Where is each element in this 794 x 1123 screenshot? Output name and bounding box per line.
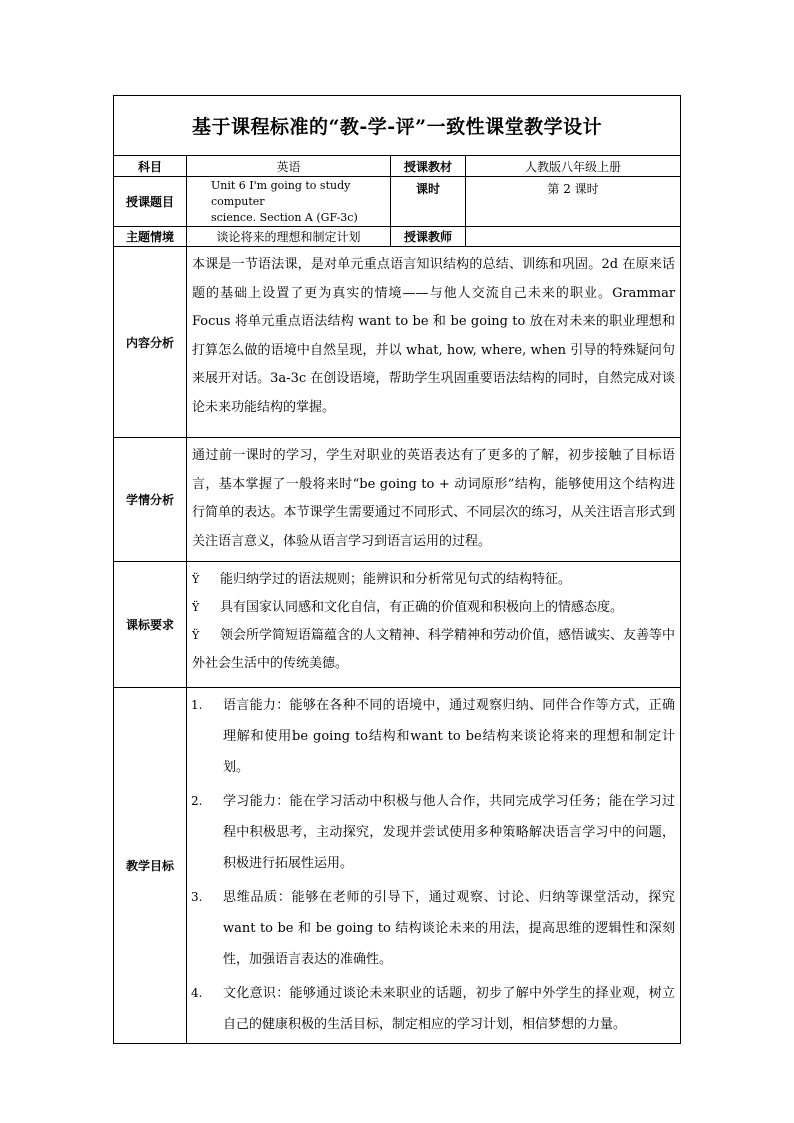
- material-label: 授课教材: [391, 156, 466, 177]
- period-label: 课时: [391, 177, 466, 227]
- objective-item: 4. 文化意识：能够通过谈论未来职业的话题，初步了解中外学生的择业观，树立自己的健康积极的生活目标，制定相应的学习计划，相信梦想的力量。: [191, 986, 676, 1032]
- material-value: 人教版八年级上册: [466, 156, 681, 177]
- objective-item: 3. 思维品质：能够在老师的引导下，通过观察、讨论、归纳等课堂活动，探究 want to be 和 be going to 结构谈论未来的用法，提高思维的逻辑性和深刻性，加强语言表达的准确性。: [191, 890, 676, 967]
- topic-line-2: science. Section A (GF-3c): [211, 211, 358, 224]
- period-value: 第 2 课时: [466, 177, 681, 227]
- bullet-icon: Ÿ: [192, 601, 200, 614]
- topic-line-1: Unit 6 I'm going to study computer: [211, 179, 351, 208]
- curriculum-requirements-list: [187, 562, 681, 688]
- objective-item: 1. 语言能力：能够在各种不同的语境中，通过观察归纳、同伴合作等方式，正确理解和使用be going to结构和want to be结构来谈论将来的理想和制定计划。: [191, 698, 676, 775]
- subject-value: 英语: [187, 156, 391, 177]
- objective-item: 2. 学习能力：能在学习活动中积极与他人合作，共同完成学习任务；能在学习过程中积极思考，主动探究，发现并尝试使用多种策略解决语言学习中的问题，积极进行拓展性运用。: [191, 794, 676, 871]
- teaching-objectives-list: [187, 688, 681, 1044]
- context-value: 谈论将来的理想和制定计划: [187, 227, 391, 247]
- lesson-plan-table: [113, 95, 681, 1044]
- content-analysis-text: 本课是一节语法课，是对单元重点语言知识结构的总结、训练和巩固。2d 在原来话题的基础上设置了更为真实的情境——与他人交流自己未来的职业。Grammar Focus 将单元重点语法结构 want to be 和 be going to 放在对未来的职业理想和打算怎么做的语境中自然呈现，并以 what, how, where, when 引导的特殊疑问句来展开对话。3a-3c 在创设语境，帮助学生巩固重要语法结构的同时，自然完成对谈论未来功能结构的掌握。: [187, 247, 681, 438]
- topic-label: 授课题目: [114, 177, 187, 227]
- learner-analysis-text: 通过前一课时的学习，学生对职业的英语表达有了更多的了解，初步接触了目标语言，基本掌握了一般将来时“be going to + 动词原形”结构，能够使用这个结构进行简单的表达。本节课学生需要通过不同形式、不同层次的练习，从关注语言形式到关注语言意义，体验从语言学习到语言运用的过程。: [187, 438, 681, 562]
- bullet-icon: Ÿ: [192, 629, 200, 642]
- requirement-item: Ÿ 能归纳学过的语法规则；能辨识和分析常见句式的结构特征。: [192, 566, 675, 594]
- context-label: 主题情境: [114, 227, 187, 247]
- content-analysis-label: 内容分析: [114, 247, 187, 438]
- bullet-icon: Ÿ: [192, 573, 200, 586]
- subject-label: 科目: [114, 156, 187, 177]
- curriculum-requirements-label: 课标要求: [114, 562, 187, 688]
- topic-value: [187, 177, 391, 227]
- requirement-item: Ÿ 具有国家认同感和文化自信，有正确的价值观和积极向上的情感态度。: [192, 594, 675, 622]
- teacher-label: 授课教师: [391, 227, 466, 247]
- document-title: 基于课程标准的“教-学-评”一致性课堂教学设计: [114, 96, 681, 156]
- teacher-value: [466, 227, 681, 247]
- learner-analysis-label: 学情分析: [114, 438, 187, 562]
- requirement-item: Ÿ 领会所学简短语篇蕴含的人文精神、科学精神和劳动价值，感悟诚实、友善等中外社会生活中的传统美德。: [192, 622, 675, 678]
- teaching-objectives-label: 教学目标: [114, 688, 187, 1044]
